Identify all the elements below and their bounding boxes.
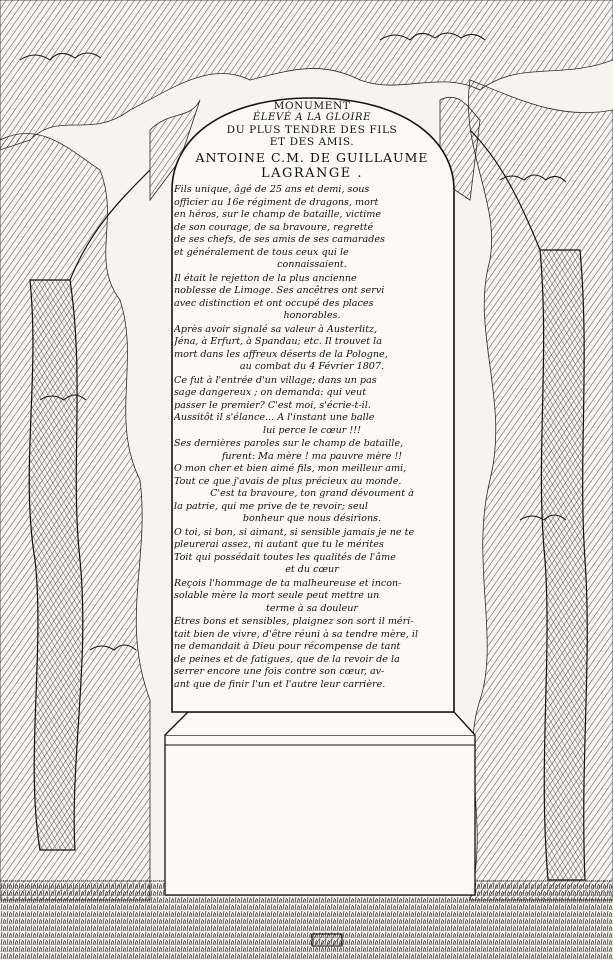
inscription-line: au combat du 4 Février 1807. <box>239 361 385 372</box>
inscription-line: Ce fut à l'entrée d'un village; dans un pas <box>174 374 377 386</box>
inscription-line: Il était le rejetton de la plus ancienne <box>174 272 357 284</box>
inscription-line: Fils unique, âgé de 25 ans et demi, sous <box>174 184 370 195</box>
inscription-line: noblesse de Limoge. Ses ancêtres ont servi <box>174 285 385 296</box>
inscription-line: de peines et de fatigues, que de la revoir de la <box>174 653 400 665</box>
inscription-line: de ses chefs, de ses amis de ses camarades <box>174 234 385 245</box>
inscription-line: officier au 16e régiment de dragons, mort <box>174 196 379 208</box>
inscription-line: avec distinction et ont occupé des places <box>174 297 374 309</box>
inscription-title-3: DU PLUS TENDRE DES FILS <box>226 124 398 136</box>
inscription-line: de son courage, de sa bravoure, regretté <box>174 221 374 233</box>
inscription-line: mort dans les affreux déserts de la Pologne, <box>174 348 388 360</box>
inscription-line: O toi, si bon, si aimant, si sensible jamais je ne te <box>174 526 415 538</box>
inscription-line: la patrie, qui me prive de te revoir; seul <box>174 500 368 512</box>
inscription-line: Ses dernières paroles sur le champ de bataille, <box>174 438 404 449</box>
inscription-line: sage dangereux ; on demanda: qui veut <box>174 387 367 398</box>
inscription-line: O mon cher et bien aimé fils, mon meilleur ami, <box>174 463 407 474</box>
inscription-line: Aussitôt il s'élance... A l'instant une balle <box>174 412 375 423</box>
inscription-line: bonheur que nous désirions. <box>242 513 382 524</box>
inscription-line: et du cœur <box>285 564 339 575</box>
inscription-line: Après avoir signalé sa valeur à Austerlitz, <box>174 323 378 335</box>
inscription-line: solable mère la mort seule peut mettre un <box>174 590 380 601</box>
inscription-line: lui perce le cœur !!! <box>263 424 361 436</box>
inscription-line: Reçois l'hommage de ta malheureuse et incon- <box>174 577 402 589</box>
inscription-name-2: LAGRANGE . <box>260 166 364 181</box>
inscription-body <box>174 184 450 691</box>
inscription-name-1: ANTOINE C.M. DE GUILLAUME <box>195 150 429 165</box>
inscription-title-1: MONUMENT <box>273 100 351 112</box>
inscription-title-2: ÉLEVÉ A LA GLOIRE <box>252 112 372 123</box>
inscription-line: Toit qui possédait toutes les qualités de l'âme <box>174 551 396 563</box>
inscription-line: honorables. <box>283 310 341 321</box>
inscription-line: Jéna, à Erfurt, à Spandau; etc. Il trouvet la <box>174 336 382 347</box>
inscription-line: Êtres bons et sensibles, plaignez son sort il méri- <box>174 616 414 627</box>
inscription-line: pleurerai assez, ni autant que tu le mérites <box>174 539 384 550</box>
inscription-line: connaissaient. <box>277 259 347 270</box>
monument-inscription <box>174 100 450 691</box>
inscription-line: tait bien de vivre, d'être réuni à sa tendre mère, il <box>174 628 419 640</box>
inscription-line: et généralement de tous ceux qui le <box>174 246 349 258</box>
inscription-line: Tout ce que j'avais de plus précieux au monde. <box>174 475 402 487</box>
inscription-line: serrer encore une fois contre son cœur, av- <box>174 666 385 677</box>
inscription-line: passer le premier? C'est moi, s'écrie-t-il. <box>174 399 371 411</box>
inscription-line: ant que de finir l'un et l'autre leur carrière. <box>174 678 386 690</box>
inscription-title-4: ET DES AMIS. <box>269 136 355 148</box>
signature-plate <box>312 934 342 946</box>
inscription-line: C'est ta bravoure, ton grand dévoument à <box>210 488 414 499</box>
inscription-line: furent: Ma mère ! ma pauvre mère !! <box>221 450 403 462</box>
inscription-line: en héros, sur le champ de bataille, victime <box>174 209 382 220</box>
inscription-line: terme à sa douleur <box>265 602 358 614</box>
inscription-line: ne demandait à Dieu pour récompense de tant <box>174 641 401 652</box>
